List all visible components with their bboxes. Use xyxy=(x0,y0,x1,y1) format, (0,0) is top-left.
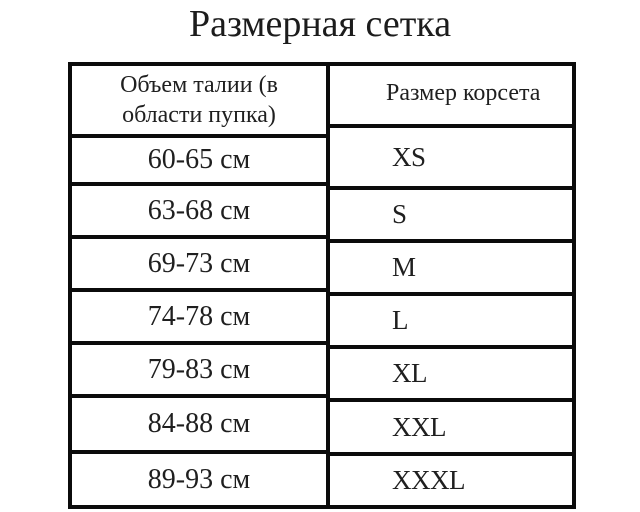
waist-cell: 60-65 см xyxy=(68,134,330,186)
waist-cell: 74-78 см xyxy=(68,288,330,345)
waist-cell: 69-73 см xyxy=(68,235,330,292)
size-cell: XL xyxy=(324,345,576,402)
size-header-cell: Размер корсета xyxy=(324,62,576,128)
size-cell: XXL xyxy=(324,398,576,456)
size-cell: M xyxy=(324,239,576,296)
size-column xyxy=(324,62,576,509)
waist-column xyxy=(68,62,330,509)
waist-cell: 63-68 см xyxy=(68,182,330,239)
size-table xyxy=(68,62,576,509)
waist-header-cell xyxy=(68,62,330,138)
waist-header-label: Объем талии (в области пупка) xyxy=(120,72,278,128)
waist-cell: 89-93 см xyxy=(68,450,330,509)
waist-cell: 79-83 см xyxy=(68,341,330,398)
size-cell: S xyxy=(324,186,576,243)
size-cell: L xyxy=(324,292,576,349)
waist-cell: 84-88 см xyxy=(68,394,330,454)
size-cell: XXXL xyxy=(324,452,576,509)
size-cell: XS xyxy=(324,124,576,190)
page-title: Размерная сетка xyxy=(188,3,452,45)
